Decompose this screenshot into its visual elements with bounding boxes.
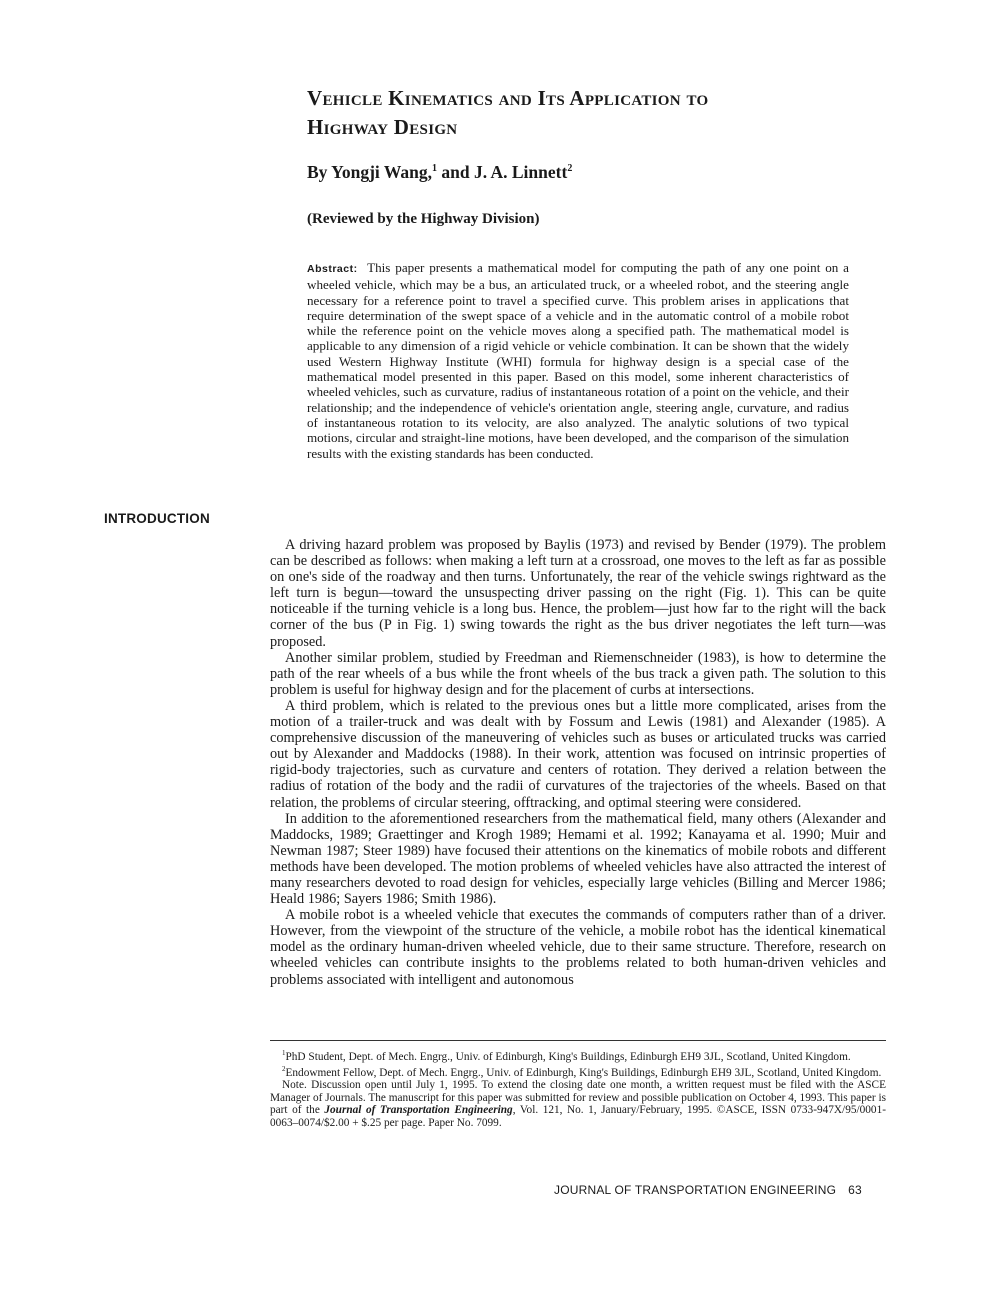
reviewed-by: (Reviewed by the Highway Division) xyxy=(307,211,540,227)
footnote-text: PhD Student, Dept. of Mech. Engrg., Univ. of Edinburgh, King's Buildings, Edinburgh EH9 3JL, Scotland, United Kingdom. xyxy=(285,1050,851,1063)
title-line-1: Vehicle Kinematics and Its Application to xyxy=(307,86,709,110)
footnote-divider xyxy=(270,1040,886,1041)
byline xyxy=(307,162,572,183)
footnote-mark: 2 xyxy=(282,1065,286,1074)
byline-prefix: By xyxy=(307,162,332,182)
abstract-label: Abstract: xyxy=(307,263,358,275)
footnote-2 xyxy=(270,1063,886,1079)
title-line-2: Highway Design xyxy=(307,115,458,139)
body-paragraph: A third problem, which is related to the previous ones but a little more complicated, arises from the motion of a trailer-truck and was dealt with by Fossum and Lewis (1981) and Alexander (1985). A comprehensive discussion of the maneuvering of vehicles such as buses or articulated trucks was carried out by Alexander and Maddocks (1988). In their work, attention was focused on intrinsic properties of rigid-body trajectories, such as curvature and centers of rotation. They derived a relation between the radius of rotation of the body and the radii of curvatures of the trajectories of the wheels. Based on that relation, the problems of circular steering, offtracking, and optimal steering were considered. xyxy=(270,697,886,811)
introduction-body xyxy=(270,537,886,988)
byline-and: and xyxy=(436,162,474,182)
page-footer xyxy=(554,1183,884,1197)
abstract xyxy=(307,260,849,461)
footer-journal-name: JOURNAL OF TRANSPORTATION ENGINEERING xyxy=(554,1183,837,1197)
body-paragraph: Another similar problem, studied by Freedman and Riemenschneider (1983), is how to determine the path of the rear wheels of a bus while the front wheels of the bus track a given path. The solution to this problem is useful for highway design and for the placement of curbs at intersections. xyxy=(270,649,886,698)
page-number: 63 xyxy=(848,1183,862,1197)
author-2: J. A. Linnett xyxy=(473,162,568,182)
note-journal-name: Journal of Transportation Engineering xyxy=(324,1104,513,1117)
note-text-after: , Vol. 121, No. 1, January/February, 1995. ©ASCE, ISSN 0733-947X/95/0001-0063–0074/$2.00 + $.25 per page. Paper No. 7099. xyxy=(270,1104,886,1129)
footnote-mark: 1 xyxy=(282,1049,286,1057)
section-heading-introduction: INTRODUCTION xyxy=(104,511,210,526)
author-2-mark: 2 xyxy=(567,163,573,175)
note-text-before: Note. Discussion open until July 1, 1995. To extend the closing date one month, a written request must be filed with the ASCE Manager of Journals. The manuscript for this paper was submitted for review and possible publication on October 4, 1993. This paper is part of the xyxy=(270,1079,886,1117)
body-paragraph: A driving hazard problem was proposed by Baylis (1973) and revised by Bender (1979). The problem can be described as follows: when making a left turn at a crossroad, one moves to the left as far as possible on one's side of the roadway and then turns. Unfortunately, the rear of the vehicle swings rightward as the left turn is begun—toward the unsuspecting driver passing on the right (Fig. 1). This can be quite noticeable if the turning vehicle is a long bus. Hence, the problem—just how far to the right will the back corner of the bus (P in Fig. 1) swing towards the right as the bus driver negotiates the left turn—was proposed. xyxy=(270,537,886,650)
publication-note xyxy=(270,1079,886,1129)
author-1: Yongji Wang, xyxy=(331,162,432,182)
author-1-mark: 1 xyxy=(431,163,437,175)
body-paragraph: A mobile robot is a wheeled vehicle that executes the commands of computers rather than of a driver. However, from the viewpoint of the structure of the vehicle, a mobile robot has the identical kinematical model as the ordinary human-driven wheeled vehicle, due to their same structure. Therefore, research on wheeled vehicles can contribute insights to the problems related to both human-driven vehicles and problems associated with intelligent and autonomous xyxy=(270,907,886,988)
abstract-text: This paper presents a mathematical model for computing the path of any one point on a wheeled vehicle, which may be a bus, an articulated truck, or a wheeled robot, and the steering angle necessary for a reference point to travel a specified curve. This problem arises in applications that require determination of the swept space of a vehicle and in the automatic control of a mobile robot while the reference point on the vehicle moves along a specified path. The mathematical model is applicable to any dimension of a rigid vehicle or vehicle combination. It can be shown that the widely used Western Highway Institute (WHI) formula for highway design is a special case of the mathematical model presented in this paper. Based on this model, some inherent characteristics of wheeled vehicles, such as curvature, radius of instantaneous rotation of a point on the vehicle, and their relationship; and the independence of vehicle's orientation angle, steering angle, curvature, and radius of instantaneous rotation to its velocity, are also analyzed. The analytic solutions of two typical motions, circular and straight-line motions, have been developed, and the comparison of the simulation results with the existing standards has been conducted. xyxy=(307,260,849,461)
footnote-1 xyxy=(270,1047,886,1063)
paper-title xyxy=(307,84,907,142)
body-paragraph: In addition to the aforementioned researchers from the mathematical field, many others (Alexander and Maddocks, 1989; Graettinger and Krogh 1989; Hemami et al. 1992; Kanayama et al. 1990; Muir and Newman 1987; Steer 1989) have focused their attentions on the kinematics of mobile robots and different methods have been developed. The motion problems of wheeled vehicles have also attracted the interest of many researchers devoted to road design for vehicles, especially large vehicles (Billing and Mercer 1986; Heald 1986; Sayers 1986; Smith 1986). xyxy=(270,810,886,908)
footnote-text: Endowment Fellow, Dept. of Mech. Engrg., Univ. of Edinburgh, King's Buildings, Edinburgh EH9 3JL, Scotland, United Kingdom. xyxy=(285,1066,882,1079)
footnotes xyxy=(270,1047,886,1129)
